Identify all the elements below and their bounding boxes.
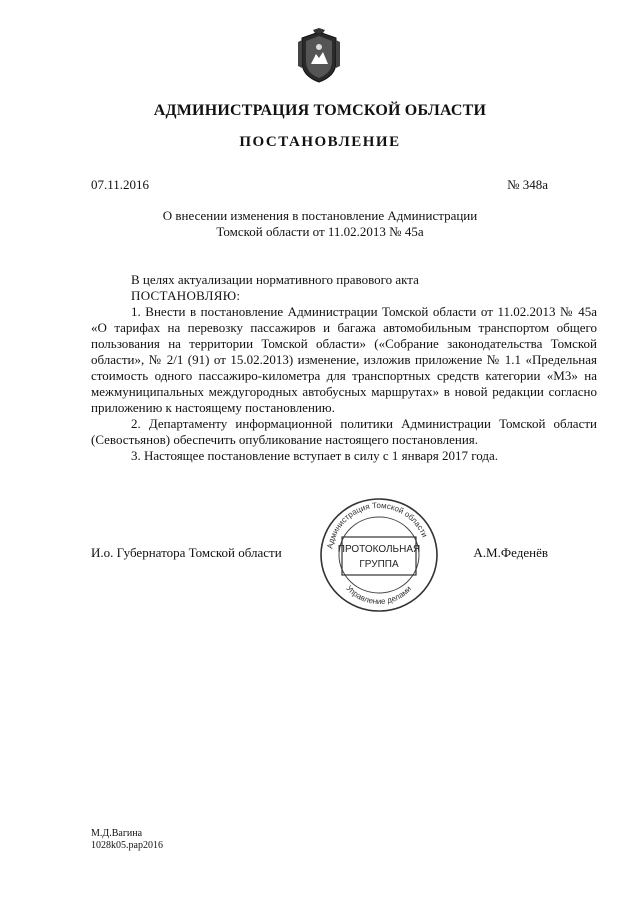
signer-name: А.М.Феденёв [473,545,548,560]
item-1-paragraph: 1. Внести в постановление Администрации Томской области от 11.02.2013 № 45а «О тарифах на перевозку пассажиров и багажа автомобильным транспортом общего пользования на территории Томской области» («Собрание законодательства Томской области», № 2/1 (91) от 15.02.2013) изменение, изложив приложение № 1.1 «Предельная стоимость одного пассажиро-километра для транспортных средств категории «М3» на межмуниципальных междугородных автобусных маршрутах» в новой редакции согласно приложению к настоящему постановлению. [91,304,597,415]
executor-name: М.Д.Вагина [91,828,143,839]
protocol-group-stamp [316,495,442,615]
item-2-paragraph: 2. Департаменту информационной политики Администрации Томской области (Севостьянов) обеспечить опубликование настоящего постановления. [91,416,597,447]
document-number: № 348а [507,177,548,192]
document-type: ПОСТАНОВЛЕНИЕ [239,134,401,150]
svg-text:Администрация Томской области: Администрация Томской области [325,500,430,550]
decree-word: ПОСТАНОВЛЯЮ: [131,288,241,303]
document-date: 07.11.2016 [91,177,150,192]
document-body [91,272,597,464]
stamp-line-1: ПРОТОКОЛЬНАЯ [337,544,421,555]
file-reference: 1028k05.pap2016 [91,840,163,851]
svg-text:Управление делами: Управление делами [344,583,414,607]
footer-info [91,828,163,852]
coat-of-arms-icon [296,28,342,84]
signer-position: И.о. Губернатора Томской области [91,545,282,560]
stamp-line-2: ГРУППА [359,559,399,570]
organization-title: АДМИНИСТРАЦИЯ ТОМСКОЙ ОБЛАСТИ [153,102,487,119]
intro-paragraph: В целях актуализации нормативного правового акта [131,272,419,287]
subject-line-1: О внесении изменения в постановление Администрации [162,208,478,223]
item-3-paragraph: 3. Настоящее постановление вступает в силу с 1 января 2017 года. [131,448,499,463]
document-subject [150,208,490,240]
subject-line-2: Томской области от 11.02.2013 № 45а [216,224,424,239]
